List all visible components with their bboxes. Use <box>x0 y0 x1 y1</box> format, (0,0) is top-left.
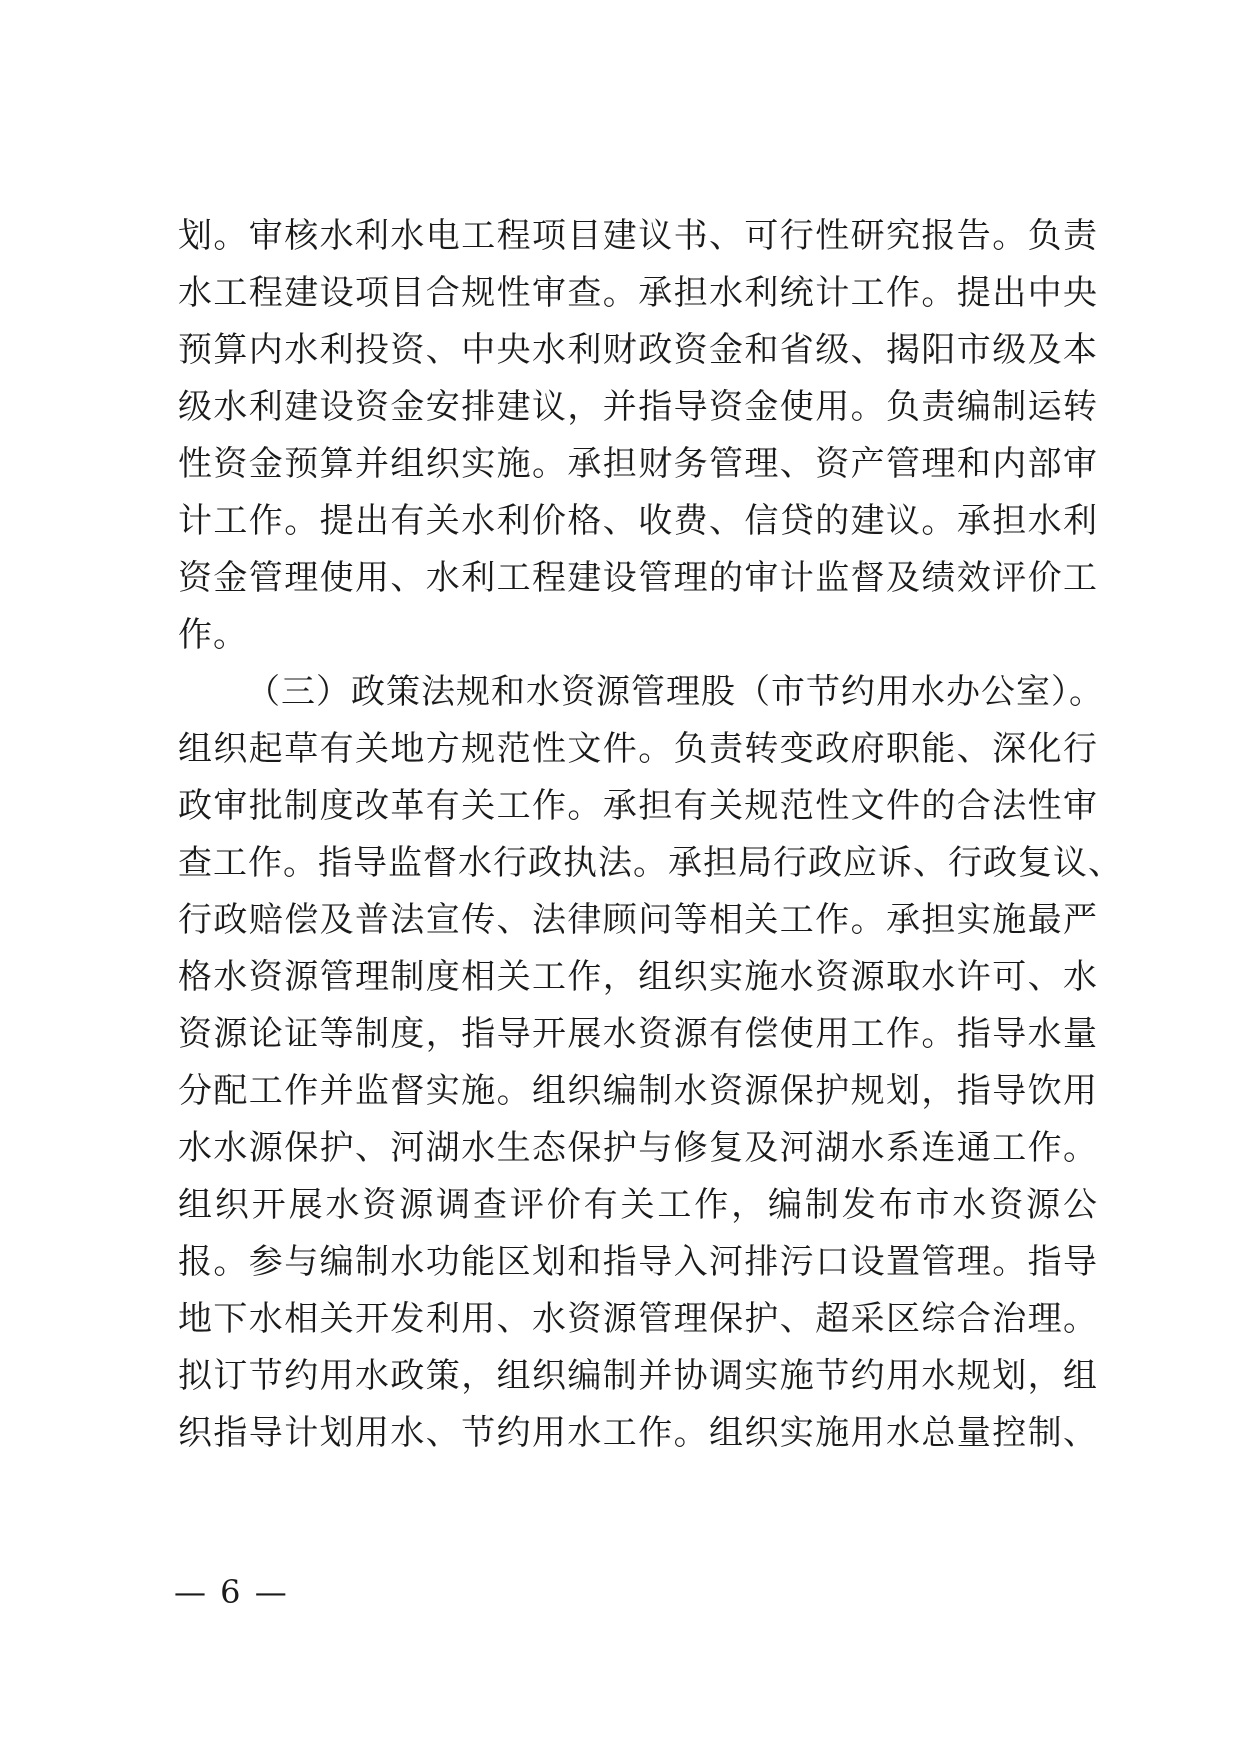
text-line: 分配工作并监督实施。组织编制水资源保护规划，指导饮用 <box>178 1071 1098 1111</box>
text-line: 查工作。指导监督水行政执法。承担局行政应诉、行政复议、 <box>178 843 1123 883</box>
page-number: — 6 — <box>174 1573 289 1611</box>
text-line: 行政赔偿及普法宣传、法律顾问等相关工作。承担实施最严 <box>178 900 1098 940</box>
text-line: 划。审核水利水电工程项目建议书、可行性研究报告。负责 <box>178 216 1098 256</box>
text-line: 拟订节约用水政策，组织编制并协调实施节约用水规划，组 <box>178 1356 1098 1396</box>
text-line: 级水利建设资金安排建议，并指导资金使用。负责编制运转 <box>178 387 1098 427</box>
text-line: 水水源保护、河湖水生态保护与修复及河湖水系连通工作。 <box>178 1128 1098 1168</box>
text-line: 政审批制度改革有关工作。承担有关规范性文件的合法性审 <box>178 786 1098 826</box>
text-line: 作。 <box>178 615 248 655</box>
text-line: 水工程建设项目合规性审查。承担水利统计工作。提出中央 <box>178 273 1098 313</box>
text-line: 织指导计划用水、节约用水工作。组织实施用水总量控制、 <box>178 1413 1098 1453</box>
text-line: 资金管理使用、水利工程建设管理的审计监督及绩效评价工 <box>178 558 1098 598</box>
section-heading-line: （三）政策法规和水资源管理股（市节约用水办公室）。 <box>246 672 1104 712</box>
text-line: 性资金预算并组织实施。承担财务管理、资产管理和内部审 <box>178 444 1098 484</box>
text-line: 地下水相关开发利用、水资源管理保护、超采区综合治理。 <box>178 1299 1098 1339</box>
text-line: 组织开展水资源调查评价有关工作，编制发布市水资源公 <box>178 1185 1098 1225</box>
text-line: 计工作。提出有关水利价格、收费、信贷的建议。承担水利 <box>178 501 1098 541</box>
text-line: 组织起草有关地方规范性文件。负责转变政府职能、深化行 <box>178 729 1098 769</box>
text-line: 预算内水利投资、中央水利财政资金和省级、揭阳市级及本 <box>178 330 1098 370</box>
text-line: 报。参与编制水功能区划和指导入河排污口设置管理。指导 <box>178 1242 1098 1282</box>
text-line: 资源论证等制度，指导开展水资源有偿使用工作。指导水量 <box>178 1014 1098 1054</box>
text-line: 格水资源管理制度相关工作，组织实施水资源取水许可、水 <box>178 957 1098 997</box>
